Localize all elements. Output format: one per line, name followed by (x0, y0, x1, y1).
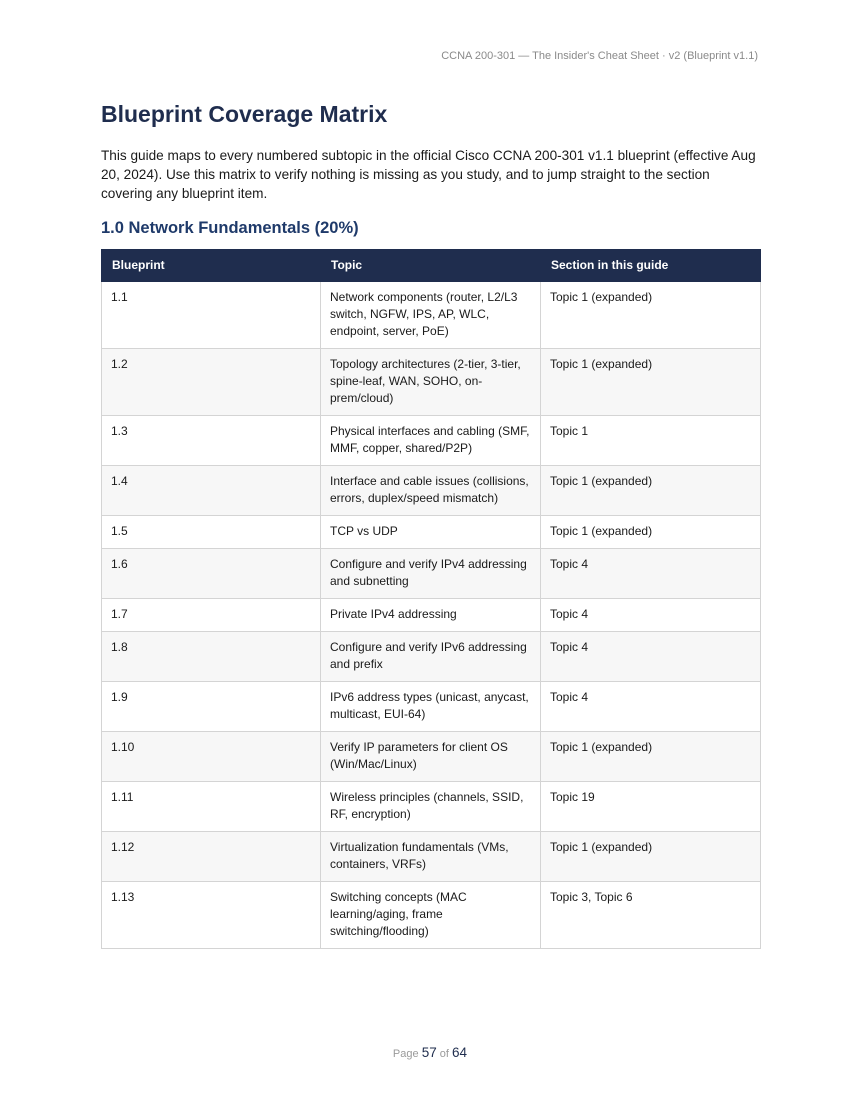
table-row (102, 882, 761, 949)
topic-cell: IPv6 address types (unicast, anycast, multicast, EUI-64) (321, 682, 541, 732)
topic-cell: Physical interfaces and cabling (SMF, MMF, copper, shared/P2P) (321, 416, 541, 466)
section-cell: Topic 4 (541, 549, 761, 599)
table-row (102, 782, 761, 832)
column-header-topic: Topic (321, 250, 541, 282)
running-header: CCNA 200-301 — The Insider's Cheat Sheet · v2 (Blueprint v1.1) (441, 50, 758, 62)
blueprint-cell: 1.2 (102, 349, 321, 416)
section-cell: Topic 1 (expanded) (541, 349, 761, 416)
coverage-matrix-table (101, 249, 761, 949)
blueprint-cell: 1.9 (102, 682, 321, 732)
section-heading: 1.0 Network Fundamentals (20%) (101, 219, 359, 237)
topic-cell: Switching concepts (MAC learning/aging, frame switching/flooding) (321, 882, 541, 949)
blueprint-cell: 1.6 (102, 549, 321, 599)
column-header-section: Section in this guide (541, 250, 761, 282)
table-row (102, 599, 761, 632)
page-word: Page (392, 1048, 419, 1060)
topic-cell: Interface and cable issues (collisions, errors, duplex/speed mismatch) (321, 466, 541, 516)
of-word: of (439, 1048, 449, 1060)
blueprint-cell: 1.3 (102, 416, 321, 466)
section-cell: Topic 1 (expanded) (541, 282, 761, 349)
section-cell: Topic 4 (541, 632, 761, 682)
column-header-blueprint: Blueprint (102, 250, 321, 282)
blueprint-cell: 1.13 (102, 882, 321, 949)
topic-cell: Verify IP parameters for client OS (Win/Mac/Linux) (321, 732, 541, 782)
blueprint-cell: 1.1 (102, 282, 321, 349)
table-row (102, 832, 761, 882)
total-page-number: 64 (452, 1045, 468, 1060)
table-row (102, 349, 761, 416)
blueprint-cell: 1.5 (102, 516, 321, 549)
section-cell: Topic 1 (expanded) (541, 516, 761, 549)
topic-cell: Configure and verify IPv4 addressing and subnetting (321, 549, 541, 599)
page-title: Blueprint Coverage Matrix (101, 101, 388, 127)
section-cell: Topic 19 (541, 782, 761, 832)
table-row (102, 732, 761, 782)
topic-cell: Wireless principles (channels, SSID, RF, encryption) (321, 782, 541, 832)
table-header-row (102, 250, 761, 282)
blueprint-cell: 1.8 (102, 632, 321, 682)
blueprint-cell: 1.4 (102, 466, 321, 516)
section-cell: Topic 1 (expanded) (541, 832, 761, 882)
current-page-number: 57 (421, 1045, 437, 1060)
topic-cell: Configure and verify IPv6 addressing and prefix (321, 632, 541, 682)
section-cell: Topic 4 (541, 599, 761, 632)
topic-cell: Virtualization fundamentals (VMs, containers, VRFs) (321, 832, 541, 882)
table-row (102, 466, 761, 516)
topic-cell: Network components (router, L2/L3 switch, NGFW, IPS, AP, WLC, endpoint, server, PoE) (321, 282, 541, 349)
topic-cell: Topology architectures (2-tier, 3-tier, spine-leaf, WAN, SOHO, on-prem/cloud) (321, 349, 541, 416)
section-cell: Topic 1 (541, 416, 761, 466)
blueprint-cell: 1.12 (102, 832, 321, 882)
intro-paragraph: This guide maps to every numbered subtopic in the official Cisco CCNA 200-301 v1.1 blueprint (effective Aug 20, 2024). Use this matrix to verify nothing is missing as you study, and to jump straight to the section covering any blueprint item. (101, 148, 756, 201)
topic-cell: Private IPv4 addressing (321, 599, 541, 632)
table-row (102, 516, 761, 549)
page-footer (0, 1045, 860, 1060)
table-row (102, 682, 761, 732)
table-row (102, 632, 761, 682)
blueprint-cell: 1.7 (102, 599, 321, 632)
table-row (102, 282, 761, 349)
section-cell: Topic 3, Topic 6 (541, 882, 761, 949)
blueprint-cell: 1.11 (102, 782, 321, 832)
blueprint-cell: 1.10 (102, 732, 321, 782)
table-row (102, 416, 761, 466)
section-cell: Topic 1 (expanded) (541, 732, 761, 782)
section-cell: Topic 4 (541, 682, 761, 732)
topic-cell: TCP vs UDP (321, 516, 541, 549)
table-row (102, 549, 761, 599)
section-cell: Topic 1 (expanded) (541, 466, 761, 516)
